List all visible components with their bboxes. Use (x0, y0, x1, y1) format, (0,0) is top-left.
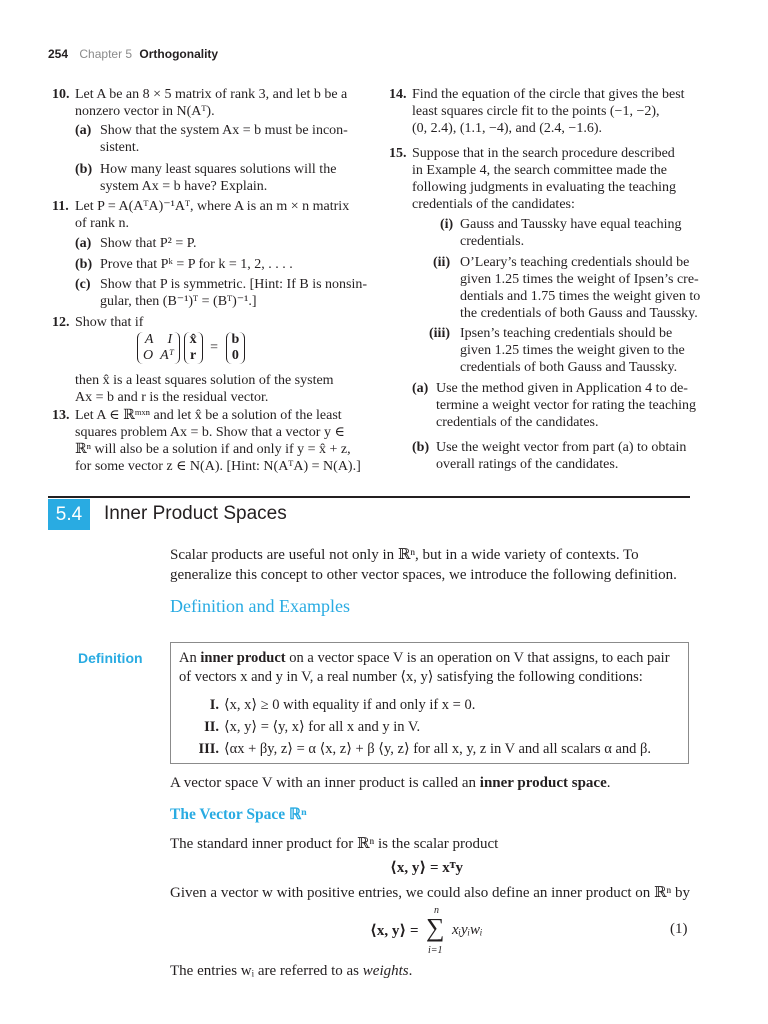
exercise-15a-text: credentials of the candidates. (436, 415, 599, 430)
exercise-14-text: least squares circle fit to the points (−1, −2), (412, 104, 660, 119)
exercise-10a-text: sistent. (100, 140, 140, 155)
exercise-10-text: Let A be an 8 × 5 matrix of rank 3, and let b be a (75, 87, 348, 102)
exercise-11-text: Let P = A(AᵀA)⁻¹Aᵀ, where A is an m × n matrix (75, 199, 350, 214)
exercise-14-text: (0, 2.4), (1.1, −4), and (2.4, −1.6). (412, 121, 602, 136)
judgment-text: given 1.25 times the weight given to the (460, 343, 685, 358)
condition-tag: I. (209, 697, 219, 713)
exercise-15-text: following judgments in evaluating the teaching (412, 180, 676, 195)
exercise-12-text: Show that if (75, 315, 144, 330)
chapter-label: Chapter 5 (79, 47, 133, 61)
standard-inner-product-formula: ⟨x, y⟩ = xᵀy (390, 860, 464, 876)
judgment-label: (iii) (429, 326, 450, 341)
judgment-text: Ipsen’s teaching credentials should be (460, 326, 673, 341)
definition-text: An inner product on a vector space V is an operation on V that assigns, to each pair of vectors x and y in V, a real number ⟨x, y⟩ satisfying the following conditions: (179, 650, 670, 685)
rhs-vector: b 0 (226, 332, 246, 364)
subsection-heading: Definition and Examples (170, 596, 350, 616)
page-number: 254 (48, 47, 69, 61)
weighted-inner-product-formula: ⟨x, y⟩ = n ∑ i=1 xᵢyᵢwᵢ (370, 905, 483, 956)
weights-sentence: The entries wᵢ are referred to as weights. (170, 963, 413, 979)
exercise-10-text: nonzero vector in N(Aᵀ). (75, 104, 215, 119)
page-header (48, 47, 218, 61)
condition-text: ⟨x, x⟩ ≥ 0 with equality if and only if x = 0. (224, 697, 476, 713)
exercise-11-text: of rank n. (75, 216, 130, 231)
judgment-label: (ii) (433, 255, 451, 270)
unknown-vector: x̂ r (184, 332, 203, 364)
exercise-11b-text: Prove that Pᵏ = P for k = 1, 2, . . . . (100, 257, 293, 272)
exercise-15b-text: overall ratings of the candidates. (436, 457, 619, 472)
exercise-12-text: then x̂ is a least squares solution of the system (75, 373, 334, 388)
condition-text: ⟨x, y⟩ = ⟨y, x⟩ for all x and y in V. (224, 719, 421, 735)
intro-paragraph: Scalar products are useful not only in ℝⁿ, but in a wide variety of contexts. To generalize this concept to other vector spaces, we introduce the following definition. (170, 547, 677, 583)
standard-inner-product-text: The standard inner product for ℝⁿ is the scalar product (170, 836, 499, 852)
section-number: 5.4 (48, 499, 90, 530)
exercise-13-text: for some vector z ∈ N(A). [Hint: N(AᵀA) = N(A).] (75, 459, 361, 474)
condition-tag: III. (198, 741, 219, 757)
exercise-15a-text: Use the method given in Application 4 to de- (436, 381, 688, 396)
exercise-15a-text: termine a weight vector for rating the teaching (436, 398, 697, 413)
exercise-10a-text: Show that the system Ax = b must be incon- (100, 123, 348, 138)
exercise-11c-text: gular, then (B⁻¹)ᵀ = (Bᵀ)⁻¹.] (100, 294, 257, 309)
exercise-15-text: Suppose that in the search procedure described (412, 146, 675, 161)
exercise-15b-text: Use the weight vector from part (a) to obtain (436, 440, 687, 455)
block-matrix: A I O Aᵀ (137, 332, 180, 364)
part-label: (a) (75, 236, 92, 251)
condition-tag: II. (204, 719, 219, 735)
block-matrix-equation (137, 332, 245, 364)
exercise-number: 10. (52, 87, 70, 102)
chapter-title: Orthogonality (139, 47, 219, 61)
equation-number: (1) (670, 921, 688, 937)
exercises-left-column (52, 86, 368, 486)
vector-space-heading: The Vector Space ℝⁿ (170, 806, 307, 823)
part-label: (b) (75, 162, 93, 177)
exercise-13-text: squares problem Ax = b. Show that a vector y ∈ (75, 425, 345, 440)
exercise-15-text: credentials of the candidates: (412, 197, 575, 212)
condition-text: ⟨αx + βy, z⟩ = α ⟨x, z⟩ + β ⟨y, z⟩ for all x, y, z in V and all scalars α and β. (224, 741, 652, 757)
judgment-text: the credentials of both Gauss and Taussky. (460, 306, 698, 321)
part-label: (c) (75, 277, 91, 292)
exercise-number: 12. (52, 315, 70, 330)
section-rule (48, 496, 690, 498)
exercise-number: 14. (389, 87, 407, 102)
section-title: Inner Product Spaces (104, 503, 287, 524)
weighted-inner-product-text: Given a vector w with positive entries, we could also define an inner product on ℝⁿ by (170, 885, 690, 901)
exercise-11c-text: Show that P is symmetric. [Hint: If B is nonsin- (100, 277, 368, 292)
inner-product-space-sentence: A vector space V with an inner product is called an inner product space. (170, 775, 611, 791)
part-label: (a) (75, 123, 92, 138)
equals-sign: = (210, 340, 218, 356)
summation-symbol: ∑ (426, 913, 445, 942)
exercise-10b-text: system Ax = b have? Explain. (100, 179, 268, 194)
exercise-12-text: Ax = b and r is the residual vector. (75, 390, 269, 405)
judgment-label: (i) (440, 217, 454, 232)
judgment-text: Gauss and Taussky have equal teaching (460, 217, 682, 232)
part-label: (b) (75, 257, 93, 272)
exercise-number: 15. (389, 146, 407, 161)
exercises-right-column (389, 86, 701, 486)
judgment-text: dentials and 1.75 times the weight given to (460, 289, 701, 304)
exercise-10b-text: How many least squares solutions will the (100, 162, 337, 177)
exercise-15-text: in Example 4, the search committee made the (412, 163, 668, 178)
judgment-text: O’Leary’s teaching credentials should be (460, 255, 690, 270)
judgment-text: credentials of both Gauss and Taussky. (460, 360, 678, 375)
part-label: (b) (412, 440, 430, 455)
exercise-14-text: Find the equation of the circle that gives the best (412, 87, 685, 102)
exercise-13-text: Let A ∈ ℝᵐˣⁿ and let x̂ be a solution of the least (75, 408, 342, 423)
definition-label: Definition (78, 650, 143, 666)
judgment-text: given 1.25 times the weight of Ipsen’s cre- (460, 272, 699, 287)
definition-conditions (171, 694, 688, 760)
exercise-13-text: ℝⁿ will also be a solution if and only if y = x̂ + z, (75, 442, 351, 457)
exercise-11a-text: Show that P² = P. (100, 236, 197, 251)
definition-box (170, 642, 689, 764)
exercise-number: 13. (52, 408, 70, 423)
judgment-text: credentials. (460, 234, 525, 249)
exercise-number: 11. (52, 199, 69, 214)
part-label: (a) (412, 381, 429, 396)
